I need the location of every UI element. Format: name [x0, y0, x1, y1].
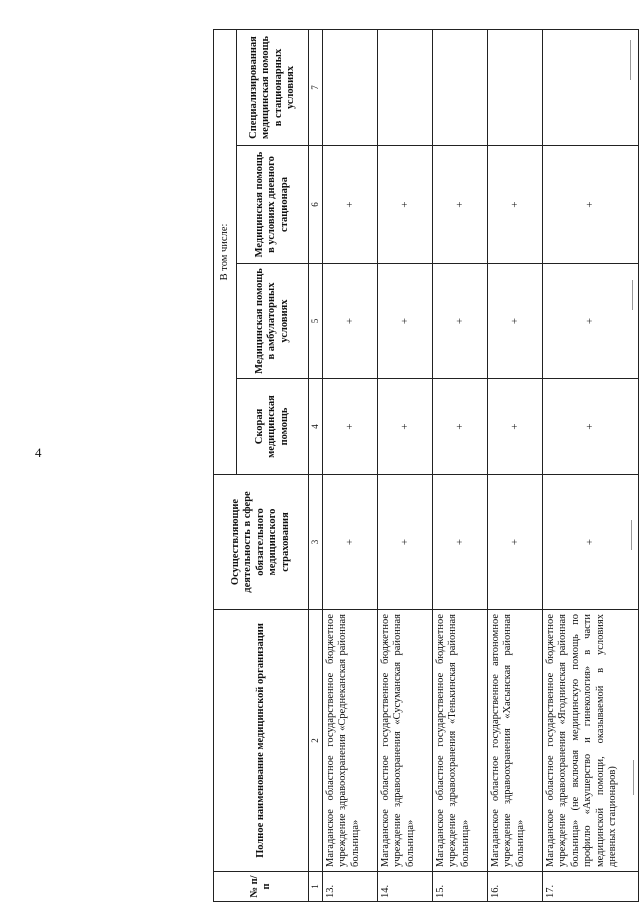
day-hospital-mark: + — [323, 146, 378, 264]
header-ambulatory: Медицинская помощь в амбулаторных условиях — [237, 264, 309, 379]
row-number: 14. — [378, 872, 433, 902]
oms-mark: + — [378, 475, 433, 610]
header-emergency: Скорая медицинская помощь — [237, 379, 309, 475]
header-num: № п/п — [214, 872, 309, 902]
table-row — [433, 29, 488, 901]
day-hospital-mark: + — [378, 146, 433, 264]
specialized-mark — [488, 29, 543, 145]
ambulatory-mark: + — [488, 264, 543, 379]
ambulatory-mark: + — [323, 264, 378, 379]
emergency-mark: + — [488, 379, 543, 475]
day-hospital-mark: + — [433, 146, 488, 264]
header-oms: Осуществляющие деятельность в сфере обязательного медицинского страхования — [214, 475, 309, 610]
col-number: 7 — [309, 29, 323, 145]
specialized-mark — [433, 29, 488, 145]
emergency-mark: + — [543, 379, 639, 475]
col-number: 1 — [309, 872, 323, 902]
ambulatory-mark: + — [378, 264, 433, 379]
emergency-mark: + — [433, 379, 488, 475]
table-row — [543, 29, 639, 901]
organization-name: Магаданское областное государственное бюджетное учреждение здравоохранения «Тенькинская районная больница» — [433, 610, 488, 872]
col-number: 5 — [309, 264, 323, 379]
organization-name: Магаданское областное государственное бюджетное учреждение здравоохранения «Среднеканская районная больница» — [323, 610, 378, 872]
col-number: 3 — [309, 475, 323, 610]
organization-name: Магаданское областное государственное автономное учреждение здравоохранения «Хасынская районная больница» — [488, 610, 543, 872]
header-specialized: Специализированная медицинская помощь в стационарных условиях — [237, 29, 309, 145]
header-day-hospital: Медицинская помощь в условиях дневного стационара — [237, 146, 309, 264]
oms-mark: + — [488, 475, 543, 610]
row-number: 17. — [543, 872, 639, 902]
emergency-mark: + — [378, 379, 433, 475]
header-name: Полное наименование медицинской организации — [214, 610, 309, 872]
specialized-mark — [543, 29, 639, 145]
oms-mark: + — [543, 475, 639, 610]
day-hospital-mark: + — [488, 146, 543, 264]
col-number: 4 — [309, 379, 323, 475]
ambulatory-mark: + — [543, 264, 639, 379]
ambulatory-mark: + — [433, 264, 488, 379]
col-number: 2 — [309, 610, 323, 872]
col-number: 6 — [309, 146, 323, 264]
header-including: В том числе: — [214, 29, 237, 474]
oms-mark: + — [323, 475, 378, 610]
oms-mark: + — [433, 475, 488, 610]
table-row — [323, 29, 378, 901]
specialized-mark — [378, 29, 433, 145]
day-hospital-mark: + — [543, 146, 639, 264]
emergency-mark: + — [323, 379, 378, 475]
specialized-mark — [323, 29, 378, 145]
page-number: 4 — [35, 445, 42, 460]
organization-name: Магаданское областное государственное бюджетное учреждение здравоохранения «Сусуманская районная больница» — [378, 610, 433, 872]
row-number: 15. — [433, 872, 488, 902]
table-row — [378, 29, 433, 901]
organization-name: Магаданское областное государственное бюджетное учреждение здравоохранения «Ягоднинская районная больница» (не включая медицинскую помощь по профилю «Акушерство и гинекология» в части медицинской помощи, оказываемой в условиях дневных стационаров) — [543, 610, 639, 872]
row-number: 13. — [323, 872, 378, 902]
organizations-table — [213, 29, 639, 902]
table-row — [488, 29, 543, 901]
row-number: 16. — [488, 872, 543, 902]
